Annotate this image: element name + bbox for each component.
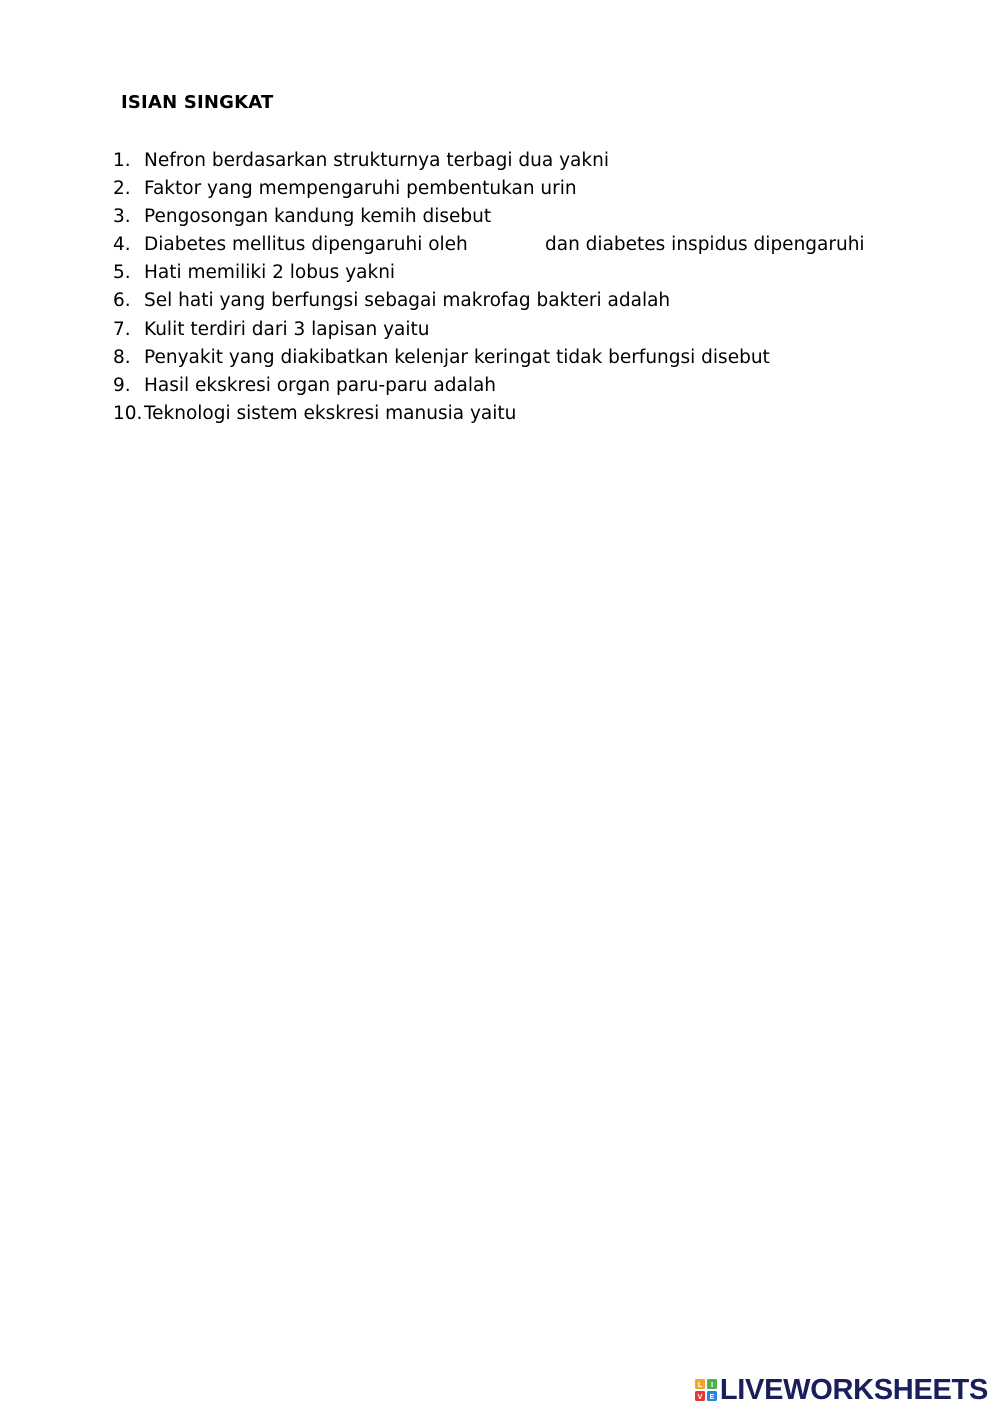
liveworksheets-brand [695, 1374, 988, 1406]
question-number: 1. [113, 150, 131, 171]
question-text: Pengosongan kandung kemih disebut [144, 206, 492, 228]
logo-letter-v: V [697, 1392, 703, 1401]
question-number: 2. [113, 178, 131, 200]
question-text: Teknologi sistem ekskresi manusia yaitu [144, 402, 517, 424]
question-text: Sel hati yang berfungsi sebagai makrofag bakteri adalah [144, 290, 671, 312]
question-number: 9. [113, 374, 131, 396]
question-number: 8. [113, 346, 131, 368]
question-number: 5. [113, 262, 131, 284]
logo-letter-l: L [697, 1380, 703, 1390]
question-number: 6. [113, 290, 131, 312]
logo-letter-e: E [709, 1392, 715, 1401]
brand-name: LIVEWORKSHEETS [719, 1374, 988, 1406]
worksheet-title: ISIAN SINGKAT [121, 92, 274, 113]
question-number: 7. [113, 318, 131, 340]
question-text: Hasil ekskresi organ paru-paru adalah [144, 374, 497, 396]
question-number: 10. [113, 402, 143, 424]
liveworksheets-logo-icon [695, 1379, 717, 1401]
question-text: Hati memiliki 2 lobus yakni [144, 262, 396, 284]
question-number: 3. [113, 206, 131, 228]
question-text: Faktor yang mempengaruhi pembentukan urin [144, 178, 577, 200]
logo-letter-i: I [710, 1380, 713, 1390]
question-text: Diabetes mellitus dipengaruhi oleh [144, 234, 468, 256]
question-text: Kulit terdiri dari 3 lapisan yaitu [144, 318, 430, 340]
question-text-after-blank: dan diabetes inspidus dipengaruhi [545, 234, 865, 256]
question-text: Penyakit yang diakibatkan kelenjar keringat tidak berfungsi disebut [144, 346, 770, 368]
question-number: 4. [113, 234, 131, 256]
question-text: Nefron berdasarkan strukturnya terbagi dua yakni [144, 150, 609, 171]
